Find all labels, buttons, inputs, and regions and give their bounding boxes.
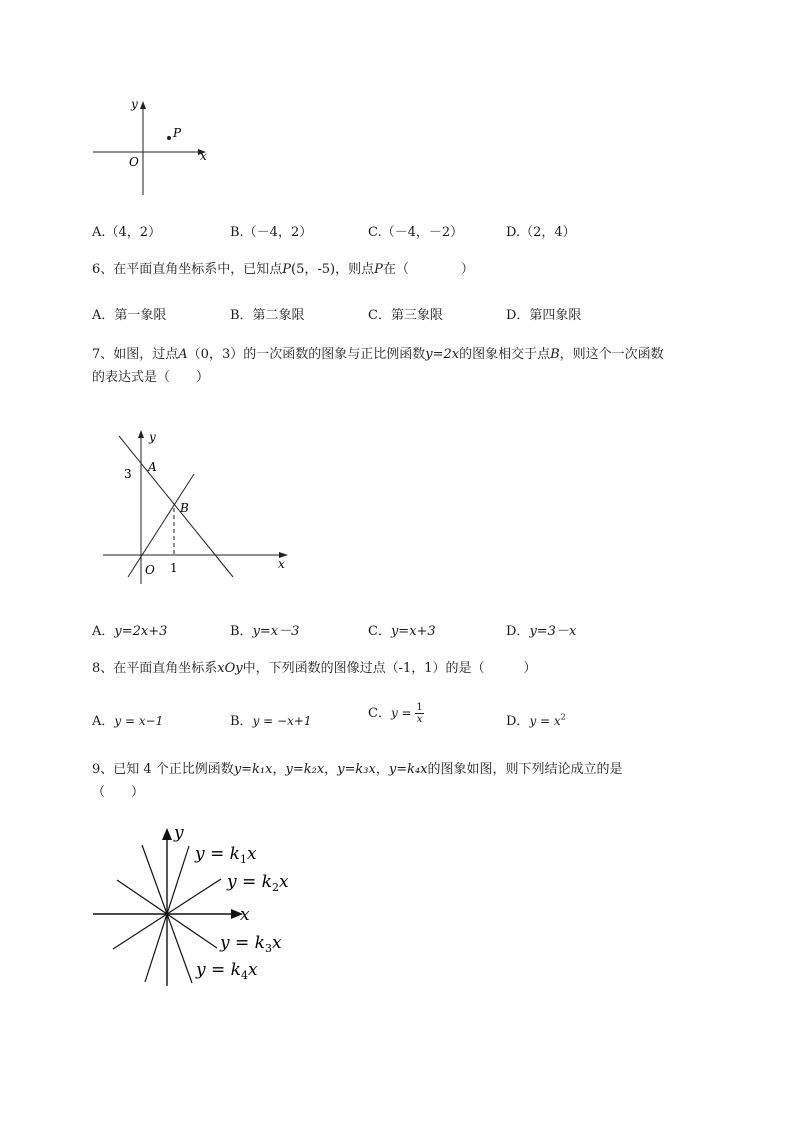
y-axis-arrow: [138, 430, 144, 438]
q8-stem: [92, 657, 537, 680]
option-label: A．: [92, 714, 115, 729]
q9-sep: ，: [375, 762, 389, 777]
label-k3-sub: 3: [264, 942, 272, 955]
q9-sep: ，: [272, 762, 286, 777]
q6-option-b[interactable]: B．第二象限: [230, 308, 305, 323]
origin-label: O: [129, 155, 139, 169]
label-k4-post: x: [247, 960, 258, 980]
label-k2-post: x: [278, 872, 289, 892]
label-k3-post: x: [271, 933, 282, 953]
option-label: B．: [230, 714, 253, 729]
q7-point-b: B: [550, 347, 560, 362]
y-label: y: [131, 97, 138, 111]
q7-point-a: A: [178, 347, 188, 362]
fraction-numerator: 1: [416, 702, 423, 713]
q8-option-c[interactable]: [368, 702, 424, 725]
q7-stem-line2: 的表达式是（ ）: [92, 370, 210, 385]
q9-stem-line2: （ ）: [92, 785, 145, 800]
label-k1: [194, 844, 257, 866]
q7-option-b[interactable]: [230, 620, 299, 639]
q5-option-a[interactable]: A.（4，2）: [92, 225, 162, 240]
line-y-2x: [128, 474, 194, 577]
q8-system: xOy: [217, 661, 243, 676]
q5-option-c[interactable]: C.（－4，－2）: [368, 225, 464, 240]
q5-option-d[interactable]: D.（2，4）: [506, 225, 576, 240]
y-axis-arrow: [162, 828, 172, 840]
fraction: [415, 702, 423, 725]
option-expr: y=3－x: [529, 624, 577, 639]
q6-coords: (5，-5): [291, 262, 336, 277]
label-k2-pre: y = k: [227, 872, 272, 892]
q7-option-a[interactable]: [92, 620, 167, 639]
q9-f2: y=k₂x: [285, 762, 325, 777]
q9-stem-line1: [92, 758, 623, 781]
exponent: 2: [560, 712, 566, 722]
option-expr: y=x+3: [390, 624, 436, 639]
q6-text-pre: 6、在平面直角坐标系中，已知点: [92, 262, 283, 277]
q7-figure: [95, 422, 295, 587]
q9-f4: y=k₄x: [388, 762, 428, 777]
q9-text-post: 的图象如图，则下列结论成立的是: [427, 762, 623, 777]
q9-text-pre: 9、已知 4 个正比例函数: [92, 762, 234, 777]
option-label: C．: [368, 706, 391, 721]
three-label: 3: [124, 467, 132, 481]
option-expr: y=2x+3: [114, 624, 168, 639]
line-through-a: [119, 436, 233, 577]
one-label: 1: [170, 561, 178, 575]
q9-figure: [90, 822, 310, 992]
q7-function: y=2x: [425, 347, 460, 362]
q6-text-mid: ，则点: [335, 262, 375, 277]
q6-option-a[interactable]: A．第一象限: [92, 308, 167, 323]
q8-text-pre: 8、在平面直角坐标系: [92, 661, 218, 676]
q7-text-end: ，则这个一次函数: [559, 347, 664, 362]
q7-stem-line1: [92, 343, 664, 366]
q6-point2: P: [374, 262, 383, 277]
q9-f1: y=k₁x: [233, 762, 273, 777]
q7-option-c[interactable]: [368, 620, 436, 639]
q8-text-post: 中，下列函数的图像过点（-1，1）的是（ ）: [242, 661, 537, 676]
option-label: C．: [368, 624, 391, 639]
label-k3-pre: y = k: [220, 933, 265, 953]
y-axis-arrow: [140, 101, 146, 109]
p-label: P: [173, 126, 182, 140]
label-k1-pre: y = k: [195, 844, 240, 864]
label-k1-sub: 1: [239, 853, 247, 866]
option-label: D．: [506, 714, 530, 729]
option-label: B．: [230, 624, 253, 639]
x-label: x: [240, 905, 250, 925]
y-label: y: [174, 823, 184, 843]
q7-text-post: 的图象相交于点: [459, 347, 551, 362]
point-p: [167, 136, 171, 140]
q7-text-pre: 7、如图，过点: [92, 347, 179, 362]
option-expr: y = −x+1: [252, 714, 312, 728]
label-k2: [226, 872, 289, 894]
label-k4-pre: y = k: [196, 960, 241, 980]
origin-label: O: [145, 563, 155, 577]
label-k3: [219, 933, 282, 955]
label-k1-post: x: [246, 844, 257, 864]
a-label: A: [148, 460, 157, 474]
q8-option-a[interactable]: [92, 710, 163, 729]
y-label: y: [149, 430, 156, 444]
label-k2-sub: 2: [271, 881, 279, 894]
q6-option-c[interactable]: C．第三象限: [368, 308, 443, 323]
x-label: x: [278, 557, 285, 571]
q7-option-d[interactable]: [506, 620, 576, 639]
label-k4-sub: 4: [240, 969, 248, 982]
q9-sep: ，: [324, 762, 338, 777]
q5-figure: [88, 95, 218, 200]
q8-option-d[interactable]: [506, 710, 566, 729]
option-expr: y = x−1: [114, 714, 164, 728]
option-expr: y=x－3: [252, 624, 300, 639]
q7-a-coords: （0，3）: [187, 347, 244, 362]
x-label: x: [200, 149, 207, 163]
q7-text-mid: 的一次函数的图象与正比例函数: [243, 347, 426, 362]
label-k4: [195, 960, 258, 982]
q5-option-b[interactable]: B.（－4，2）: [230, 225, 313, 240]
q6-point: P: [282, 262, 292, 277]
option-expr: y = x: [529, 714, 561, 728]
fraction-denominator: x: [416, 714, 423, 725]
b-label: B: [180, 501, 189, 515]
q6-text-post: 在（ ）: [382, 262, 474, 277]
q6-stem: [92, 258, 474, 281]
option-label: A．: [92, 624, 115, 639]
option-label: D．: [506, 624, 530, 639]
q6-option-d[interactable]: D．第四象限: [506, 308, 582, 323]
q8-option-b[interactable]: [230, 710, 312, 729]
option-expr: y =: [390, 706, 416, 720]
q9-f3: y=k₃x: [337, 762, 376, 777]
